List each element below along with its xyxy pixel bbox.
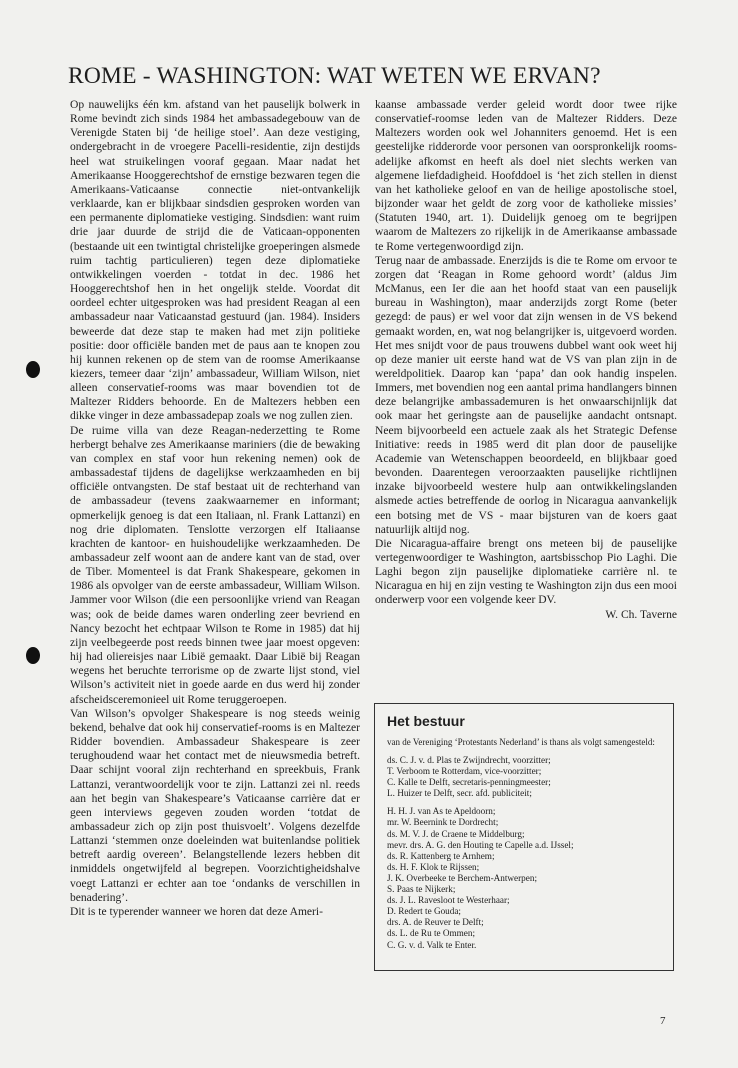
paragraph: Van Wilson’s opvolger Shakespeare is nog steeds weinig bekend, behalve dat ook hij conservatief-rooms is en Maltezer Ridder bovendien. Ambassadeur Shakespeare is zeer terughoudend waar het contact met de nieuwsmedia betreft. Daar schijnt vooral zijn rechterhand en spreekbuis, Frank Lattanzi, verantwoordelijk voor te zijn. Lattanzi zei nl. reeds aan het begin van Shakespeare’s Vaticaanse carrière dat er geen interviews gegeven zouden worden ‘totdat de ambassadeur zich op zijn post thuisvoelt’. Volgens dezelfde Lattanzi ‘stemmen onze doeleinden wat buitenlandse politiek betreft aardig overeen’. Belangstellende lezers hebben dit inmiddels ongetwijfeld al begrepen. Voorzichtigheidshalve voegt Lattanzi er echter aan toe ‘ondanks de verschillen in benadering’. bbox=[70, 707, 360, 904]
paragraph: kaanse ambassade verder geleid wordt door twee rijke conservatief-roomse leden van de Maltezer Ridders. Deze Maltezers worden ook wel Johanniters genoemd. Het is een geestelijke ridderorde voor personen van oorspronkelijk rooms-adelijke afkomst en heeft als doel niet slechts werken van algemene liefdadigheid. Hoofddoel is ‘het zich stellen in dienst van het katholieke geloof en van de heilige apostolische stoel, bijzonder waar het geldt de zorg voor de katholieke missies’ (Statuten 1940, art. 1). Duidelijk genoeg om te begrijpen waarom de Maltezers zo rijkelijk in de Amerikaanse ambassade te Rome vertegenwoordigd zijn. bbox=[375, 99, 677, 253]
list-item: L. Huizer te Delft, secr. afd. publiciteit; bbox=[387, 788, 532, 799]
list-item: J. K. Overbeeke te Berchem-Antwerpen; bbox=[387, 872, 538, 883]
list-item: T. Verboom te Rotterdam, vice-voorzitter; bbox=[387, 766, 542, 777]
paragraph: Op nauwelijks één km. afstand van het pauselijk bolwerk in Rome bevindt zich sinds 1984 het ambassadegebouw van de Verenigde Staten bij ‘de heilige stoel’. Aan deze vestiging, ondergebracht in de vroegere Pacelli-residentie, zijn destijds heel wat struikelingen vooraf gegaan. Maar nadat het Amerikaanse Hooggerechtshof de ernstige bezwaren tegen die Amerikaans-Vaticaanse connectie niet-ontvankelijk verklaarde, kan er blijkbaar sindsdien gesproken worden van een permanente diplomatieke vestiging. Sindsdien: want ruim drie jaar duurde de strijd die de Vaticaan-opponenten (bestaande uit een twintigtal christelijke groeperingen alsmede ruim tachtig particulieren) tegen deze diplomatieke ontwikkelingen voerden - totdat in dec. 1986 het Hooggerechtshof hen in het ongelijk stelde. Voordat dit oordeel echter uitgesproken was had president Reagan al een ambassadeur naar Vaticaanstad gestuurd (jan. 1984). Insiders beweerde dat deze stap te maken had met zijn politieke positie: door officiële banden met de paus aan te knopen zou hij kunnen rekenen op de stem van de roomse Amerikaanse kiezers, temeer daar ‘zijn’ ambassadeur, William Wilson, niet alleen conservatief-rooms was maar bovendien tot de Maltezer Ridders behoorde. En de Maltezers hebben een dikke vinger in deze ambassadepap zoals we nog zullen zien. bbox=[70, 99, 360, 423]
list-item: mevr. drs. A. G. den Houting te Capelle a.d. IJssel; bbox=[387, 839, 574, 850]
article-title: ROME - WASHINGTON: WAT WETEN WE ERVAN? bbox=[68, 63, 601, 89]
paragraph: Die Nicaragua-affaire brengt ons meteen bij de pauselijke vertegenwoordiger te Washington, aartsbisschop Pio Laghi. Die Laghi begon zijn pauselijke diplomatieke carrière nl. te Nicaragua en hij en zijn vesting te Washington zijn dus een mooi onderwerp voor een volgende keer DV. bbox=[375, 537, 677, 607]
list-item: drs. A. de Reuver te Delft; bbox=[387, 917, 484, 928]
bestuur-title: Het bestuur bbox=[387, 713, 465, 729]
punch-hole bbox=[26, 647, 40, 664]
list-item: C. G. v. d. Valk te Enter. bbox=[387, 939, 477, 950]
bestuur-box bbox=[374, 703, 674, 971]
punch-hole bbox=[26, 361, 40, 378]
paragraph: Terug naar de ambassade. Enerzijds is die te Rome om ervoor te zorgen dat ‘Reagan in Rome gehoord wordt’ (aldus Jim McManus, een Ier die aan het hoofd staat van een pauselijk bureau in Washington), maar anderzijds zorgt Rome (beter gezegd: de paus) er wel voor dat zijn wensen in de VS bekend gemaakt worden, en, wat nog belangrijker is, uitgevoerd worden. Het mes snijdt voor de paus trouwens dubbel want ook weet hij op deze manier uit eerste hand wat de VS van plan zijn in de wereldpolitiek. Daarop kan ‘papa’ dan ook handig inspelen. Immers, met bovendien nog een aantal prima handlangers binnen deze belangrijke ambassademuren is het onwaarschijnlijk dat ook maar het geringste aan de pauselijke aandacht ontsnapt. Neem bijvoorbeeld een actuele zaak als het Strategic Defense Initiative: reeds in 1985 werd dit plan door de pauselijke Academie van Wetenschappen beoordeeld, en blijkbaar goed bevonden. Daarentegen veroorzaakten pauselijke richtlijnen inzake bijvoorbeeld westere hulp aan ontwikkelingslanden alsmede acties betreffende de oorlog in Nicaragua aanvankelijk een botsing met de VS - maar bijsturen van de koers gaat natuurlijk altijd nog. bbox=[375, 254, 677, 536]
list-item: ds. H. F. Klok te Rijssen; bbox=[387, 861, 480, 872]
page-number: 7 bbox=[660, 1015, 666, 1027]
list-item: ds. M. V. J. de Craene te Middelburg; bbox=[387, 828, 525, 839]
paragraph: Dit is te typerender wanneer we horen dat deze Ameri- bbox=[70, 905, 323, 918]
list-item: ds. L. de Ru te Ommen; bbox=[387, 928, 476, 939]
left-column bbox=[70, 98, 360, 919]
bestuur-officers bbox=[387, 755, 663, 799]
list-item: ds. C. J. v. d. Plas te Zwijndrecht, voorzitter; bbox=[387, 755, 551, 765]
author-signature: W. Ch. Taverne bbox=[605, 608, 677, 621]
list-item: mr. W. Beernink te Dordrecht; bbox=[387, 817, 499, 828]
list-item: ds. J. L. Ravesloot te Westerhaar; bbox=[387, 895, 510, 906]
list-item: S. Paas te Nijkerk; bbox=[387, 884, 456, 895]
list-item: D. Redert te Gouda; bbox=[387, 906, 461, 917]
list-item: ds. R. Kattenberg te Arnhem; bbox=[387, 850, 495, 861]
paragraph: De ruime villa van deze Reagan-nederzetting te Rome herbergt behalve zes Amerikaanse mariniers (die de bewaking van complex en staf voor hun rekening nemen) ook de ambassadestaf tijdens de dagelijkse werkzaamheden en bij officiële ontvangsten. De staf bestaat uit de rechterhand van de ambassadeur (tevens zaakwaarnemer en informant; opmerkelijk genoeg is dat een Italiaan, nl. Frank Lattanzi) en nog drie diplomaten. Tenslotte verzorgen elf Italiaanse krachten de kantoor- en huishoudelijke werkzaamheden. De ambassadeur zelf woont aan de andere kant van de stad, over de Tiber. Momenteel is dat Frank Shakespeare, gekomen in 1986 als opvolger van de eerste ambassadeur, William Wilson. Jammer voor Wilson (die een persoonlijke vriend van Reagan was; ook de beide dames waren onderling zeer bevriend en Nancy bezocht het echtpaar Wilson te Rome in 1985) dat hij zijn veelbegeerde post reeds binnen twee jaar moest opgeven: hij had oliereisjes naar Libië gemaakt. Daar Libië bij Reagan wegens het beruchte terrorisme op de zwarte lijst stond, viel Wilson’s activiteit niet in goede aarde en dus werd hij zonder afscheidsceremonieel uit Rome teruggeroepen. bbox=[70, 424, 360, 706]
bestuur-intro: van de Vereniging ‘Protestants Nederland’ is thans als volgt samengesteld: bbox=[387, 737, 655, 747]
bestuur-members bbox=[387, 806, 663, 950]
list-item: C. Kalle te Delft, secretaris-penningmeester; bbox=[387, 777, 551, 788]
list-item: H. H. J. van As te Apeldoorn; bbox=[387, 806, 496, 817]
right-column bbox=[375, 98, 677, 622]
